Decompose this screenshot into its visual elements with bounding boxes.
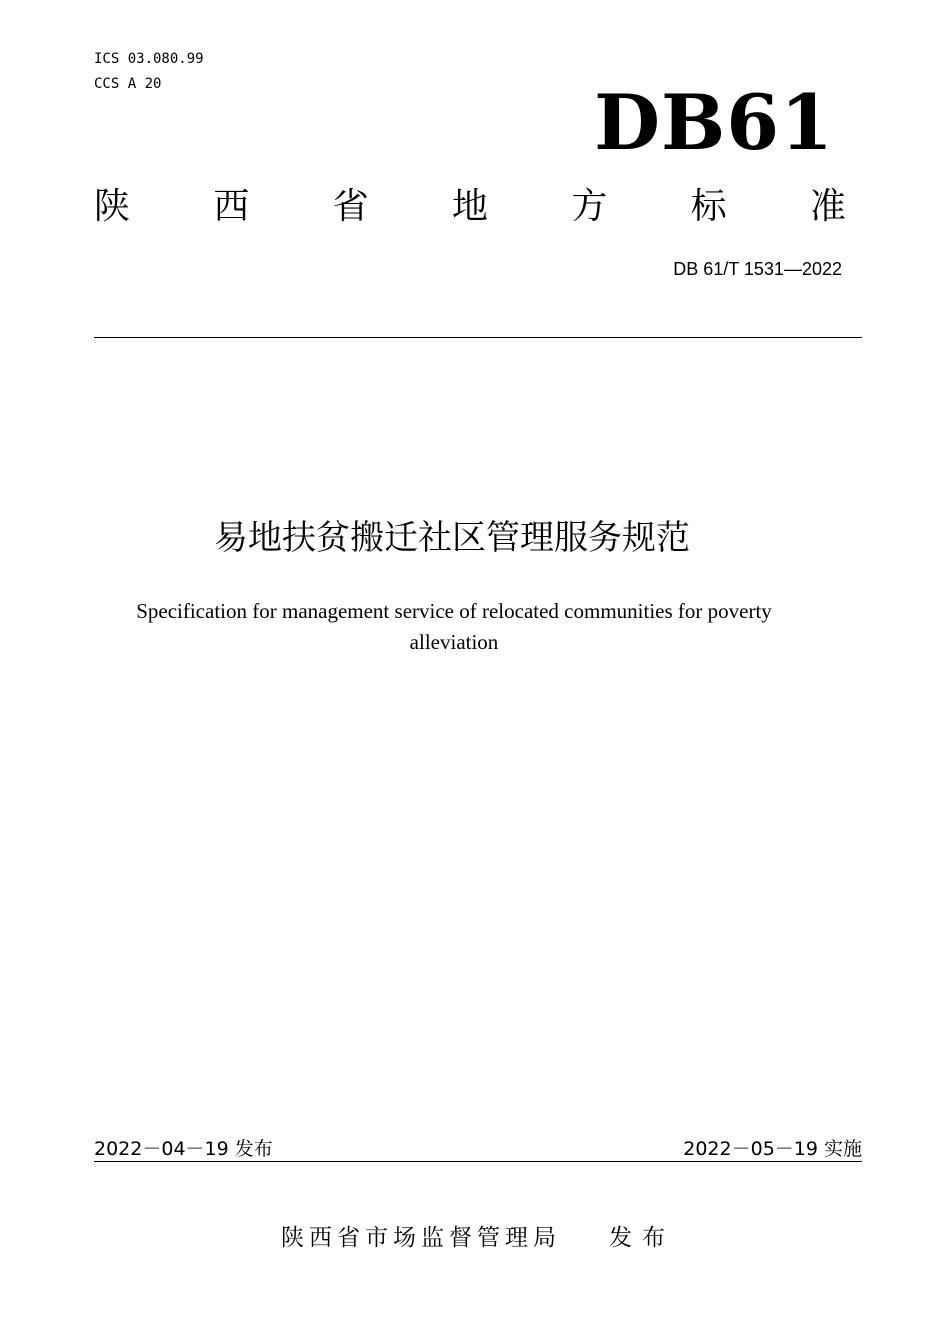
top-divider <box>94 337 862 338</box>
effective-date: 2022－05－19 实施 <box>683 1138 862 1160</box>
ics-code: ICS 03.080.99 <box>94 51 204 67</box>
english-title-line: Specification for management service of relocated communities for poverty <box>136 599 772 623</box>
standard-type-heading <box>94 183 846 231</box>
issue-label: 发布 <box>609 1225 675 1251</box>
date-row <box>94 1135 862 1163</box>
standard-type-char: 标 <box>690 186 727 227</box>
document-title-chinese: 易地扶贫搬迁社区管理服务规范 <box>214 518 690 558</box>
issue-date: 2022－04－19 发布 <box>94 1138 273 1160</box>
bottom-divider <box>94 1161 862 1162</box>
standard-type-char: 陕 <box>94 186 131 227</box>
ccs-code: CCS A 20 <box>94 76 162 92</box>
standard-type-char: 准 <box>809 186 846 227</box>
standard-number: DB 61/T 1531—2022 <box>673 259 842 279</box>
document-title-english <box>94 596 814 658</box>
issuing-authority: 陕西省市场监督管理局 <box>281 1225 561 1251</box>
db-code-mark: DB61 <box>594 78 834 167</box>
standard-type-char: 省 <box>332 186 369 227</box>
english-title-line: alleviation <box>409 630 499 654</box>
standard-type-char: 方 <box>571 186 608 227</box>
standard-type-char: 地 <box>451 186 488 227</box>
classification-codes <box>94 47 204 97</box>
issuer-line <box>94 1220 862 1256</box>
standard-type-char: 西 <box>213 186 250 227</box>
